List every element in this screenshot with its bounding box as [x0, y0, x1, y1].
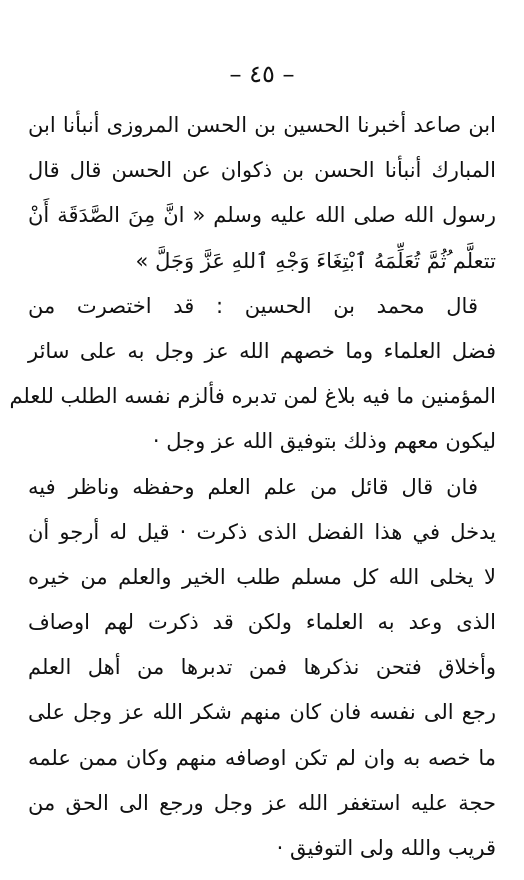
body-text [9, 103, 496, 871]
text-line: ليكون معهم وذلك بتوفيق الله عز وجل · [152, 429, 496, 454]
text-line: قال محمد بن الحسين : قد اختصرت من [28, 293, 478, 318]
text-line: فضل العلماء وما خصهم الله عز وجل به على سائر [28, 338, 496, 363]
text-line: قريب والله ولى التوفيق · [276, 836, 496, 860]
text-line: الذى وعد به العلماء ولكن قد ذكرت لهم اوصاف [28, 610, 496, 635]
text-line: لا يخلى الله كل مسلم طلب الخير والعلم من خيره [28, 564, 496, 589]
text-line: وأخلاق فتحن نذكرها فمن تدبرها من أهل العلم [28, 655, 496, 680]
text-line: حجة عليه استغفر الله عز وجل ورجع الى الحق من [28, 790, 496, 815]
text-line: المؤمنين ما فيه بلاغ لمن تدبره فألزم نفسه الطلب للعلم [9, 384, 496, 409]
page-number: – ٤٥ – [229, 60, 295, 88]
text-line: المبارك أنبأنا الحسن بن ذكوان عن الحسن قال قال [28, 158, 496, 183]
text-line: فان قال قائل من علم العلم وحفظه وناظر فيه [28, 474, 478, 499]
text-line: تتعلَّم ُثُمَّ تُعَلِّمَهُ ٱبْتِغَاءَ وَجْهِ ٱللهِ عَزَّ وَجَلَّ » [135, 248, 496, 273]
text-line: يدخل في هذا الفضل الذى ذكرت · قيل له أرجو أن [28, 519, 496, 544]
text-line: ما خصه به وان لم تكن اوصافه منهم وكان ممن علمه [28, 745, 496, 770]
text-line: رسول الله صلى الله عليه وسلم « انَّ مِنَ الصَّدَقَة أَنْ [28, 203, 496, 228]
text-line: ابن صاعد أخبرنا الحسين بن الحسن المروزى أنبأنا ابن [28, 113, 496, 137]
text-line: رجع الى نفسه فان كان منهم شكر الله عز وجل على [28, 700, 496, 725]
